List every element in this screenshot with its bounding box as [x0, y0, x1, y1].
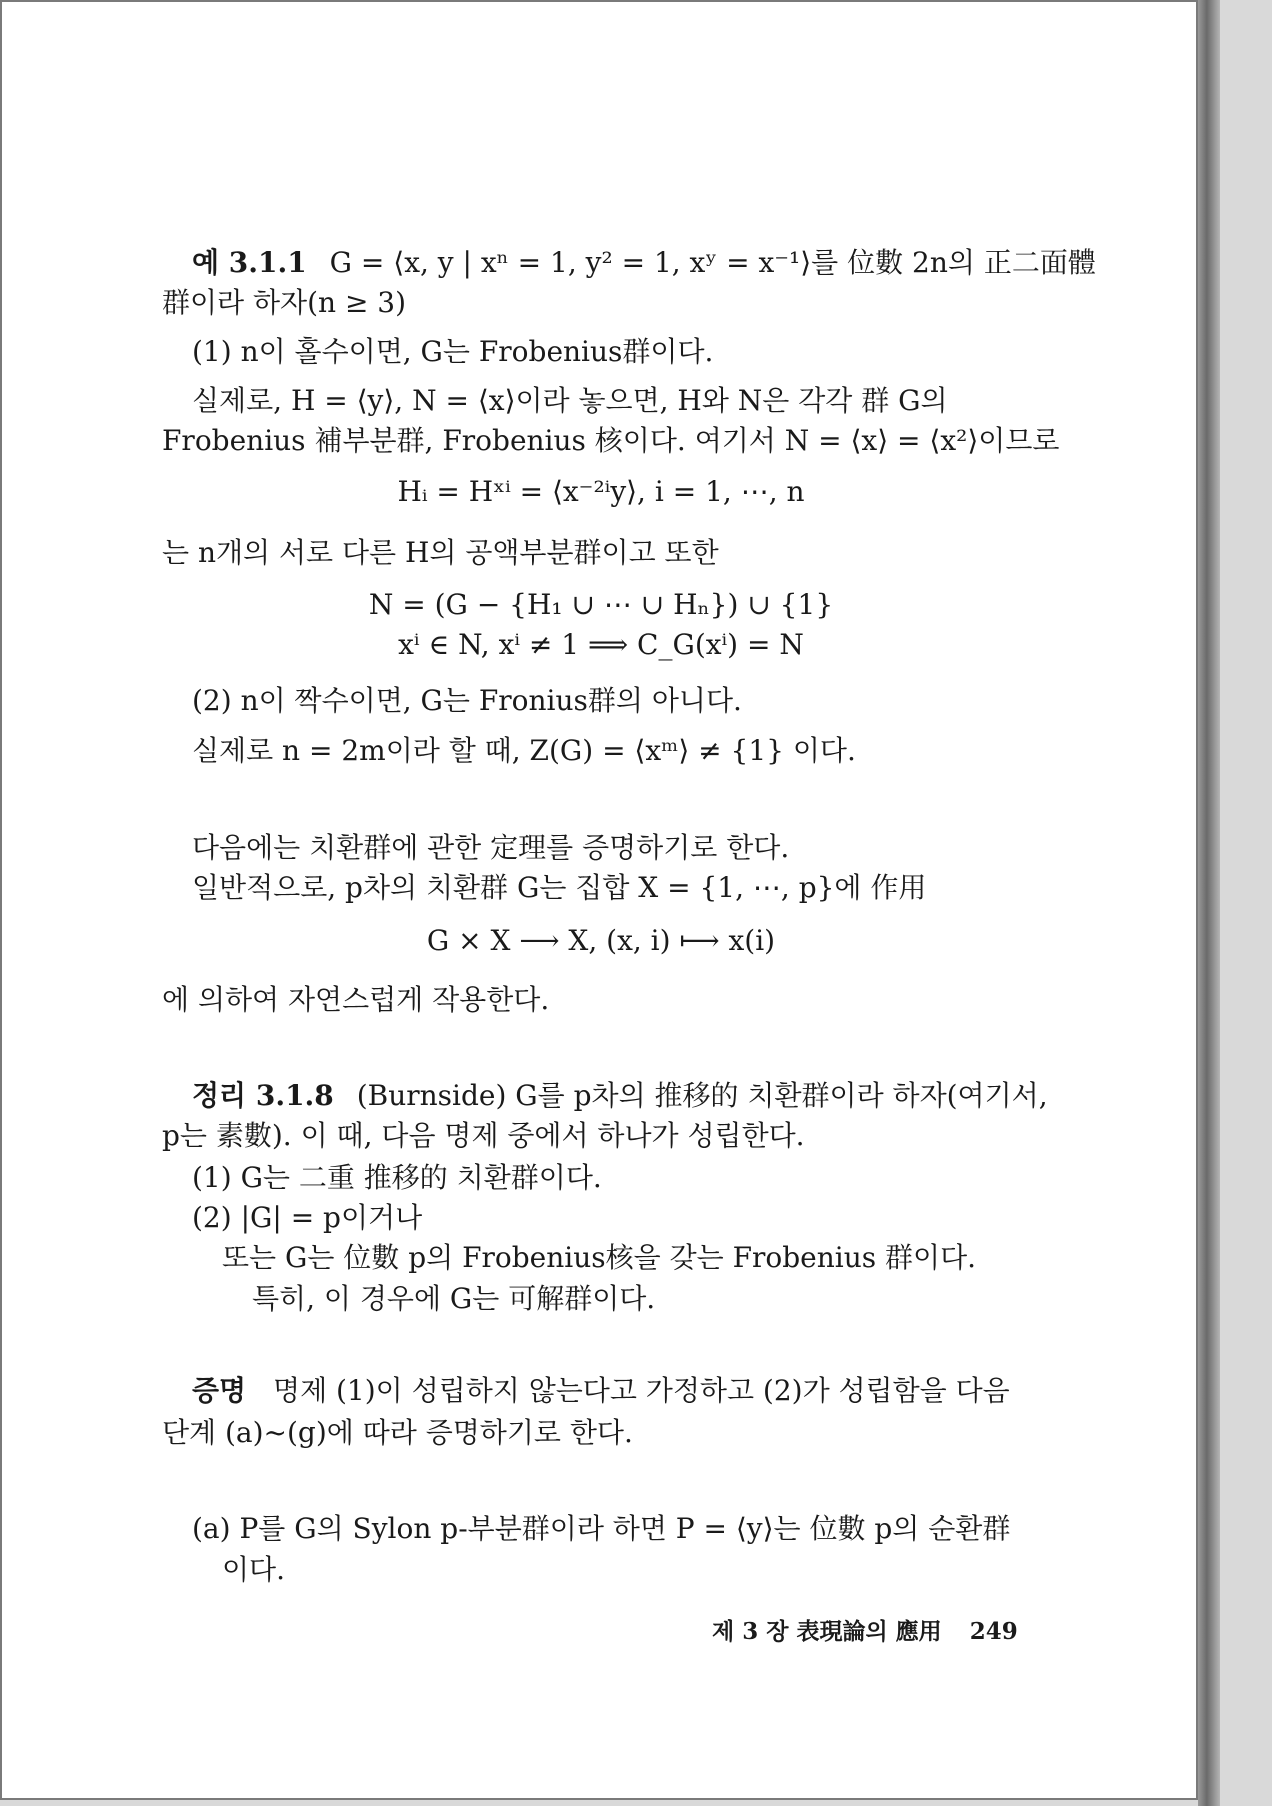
theorem-line-1: (Burnside) G를 p차의 推移的 치환群이라 하자(여기서, — [356, 1079, 1048, 1112]
example-line-2: 群이라 하자(n ≥ 3) — [162, 286, 407, 319]
theorem-item-2: (2) |G| = p이거나 — [192, 1201, 423, 1234]
part1-title: (1) n이 홀수이면, G는 Frobenius群이다. — [192, 335, 714, 368]
example-heading — [192, 246, 1096, 280]
perm-text: 일반적으로, p차의 치환群 G는 집합 X = {1, ⋯, p}에 作用 — [192, 871, 927, 904]
step-a-line-2: 이다. — [222, 1553, 285, 1586]
perm-text-2: 에 의하여 자연스럽게 작용한다. — [162, 983, 550, 1016]
theorem-heading — [192, 1079, 1048, 1113]
proof-heading — [192, 1374, 1010, 1408]
page-number: 249 — [969, 1618, 1018, 1645]
theorem-line-2: p는 素數). 이 때, 다음 명제 중에서 하나가 성립한다. — [162, 1119, 805, 1152]
chapter-title: 제 3 장 表現論의 應用 — [712, 1618, 942, 1645]
page-footer — [712, 1615, 1018, 1649]
formula-n: N = (G − {H₁ ∪ ⋯ ∪ Hₙ}) ∪ {1} — [368, 588, 834, 621]
formula-action: G × X ⟶ X, (x, i) ⟼ x(i) — [426, 924, 776, 957]
theorem-item-3: 또는 G는 位數 p의 Frobenius核을 갖는 Frobenius 群이다. — [222, 1241, 977, 1274]
book-spine-edge — [1198, 0, 1220, 1806]
example-line-1: G = ⟨x, y | xⁿ = 1, y² = 1, xʸ = x⁻¹⟩를 位數 2n의 正二面體 — [329, 246, 1096, 279]
theorem-item-4: 특히, 이 경우에 G는 可解群이다. — [252, 1282, 656, 1315]
part1-text-1: 실제로, H = ⟨y⟩, N = ⟨x⟩이라 놓으면, H와 N은 각각 群 G의 — [192, 384, 948, 417]
formula-hi: Hᵢ = Hˣⁱ = ⟨x⁻²ⁱy⟩, i = 1, ⋯, n — [397, 475, 805, 508]
part1-text-2: Frobenius 補부분群, Frobenius 核이다. 여기서 N = ⟨x⟩ = ⟨x²⟩이므로 — [162, 424, 1060, 457]
page-background — [1220, 0, 1272, 1806]
proof-label: 증명 — [192, 1374, 247, 1407]
example-label: 예 3.1.1 — [192, 246, 307, 279]
part2-text: 실제로 n = 2m이라 할 때, Z(G) = ⟨xᵐ⟩ ≠ {1} 이다. — [192, 734, 856, 767]
step-a-line-1: (a) P를 G의 Sylon p-부분群이라 하면 P = ⟨y⟩는 位數 p의 순환群 — [192, 1512, 1011, 1545]
theorem-item-1: (1) G는 二重 推移的 치환群이다. — [192, 1161, 602, 1194]
proof-line-2: 단계 (a)~(g)에 따라 증명하기로 한다. — [162, 1416, 633, 1449]
perm-intro: 다음에는 치환群에 관한 定理를 증명하기로 한다. — [192, 831, 790, 864]
proof-line-1: 명제 (1)이 성립하지 않는다고 가정하고 (2)가 성립함을 다음 — [273, 1374, 1010, 1407]
theorem-label: 정리 3.1.8 — [192, 1079, 334, 1112]
part1-text-3: 는 n개의 서로 다른 H의 공액부분群이고 또한 — [162, 536, 719, 569]
part2-title: (2) n이 짝수이면, G는 Fronius群의 아니다. — [192, 684, 742, 717]
formula-centralizer: xⁱ ∈ N, xⁱ ≠ 1 ⟹ C_G(xⁱ) = N — [398, 628, 804, 661]
